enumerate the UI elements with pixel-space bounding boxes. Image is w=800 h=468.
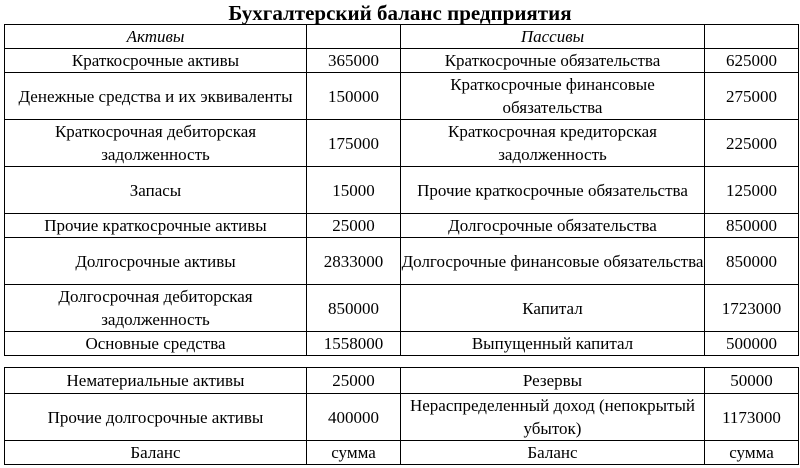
liability-name: Капитал [401, 285, 705, 332]
asset-total-value: сумма [307, 441, 401, 465]
table-row [5, 285, 799, 332]
liability-value: 500000 [705, 332, 799, 356]
asset-value: 150000 [307, 73, 401, 120]
liability-name: Краткосрочные обязательства [401, 49, 705, 73]
liability-value: 1723000 [705, 285, 799, 332]
asset-name: Краткосрочная дебиторская задолженность [5, 120, 307, 167]
balance-table-continued [4, 367, 799, 465]
asset-value: 2833000 [307, 238, 401, 285]
asset-value: 400000 [307, 394, 401, 441]
assets-header: Активы [5, 25, 307, 49]
table-row [5, 73, 799, 120]
table-row [5, 238, 799, 285]
liability-value: 1173000 [705, 394, 799, 441]
asset-value: 365000 [307, 49, 401, 73]
table-row [5, 332, 799, 356]
liability-value: 850000 [705, 238, 799, 285]
liability-name: Нераспределенный доход (непокрытый убыток) [401, 394, 705, 441]
asset-value: 25000 [307, 368, 401, 394]
asset-value: 175000 [307, 120, 401, 167]
liability-value: 275000 [705, 73, 799, 120]
asset-value: 25000 [307, 214, 401, 238]
asset-name: Прочие краткосрочные активы [5, 214, 307, 238]
liability-total-value: сумма [705, 441, 799, 465]
asset-name: Основные средства [5, 332, 307, 356]
assets-value-header [307, 25, 401, 49]
page-title: Бухгалтерский баланс предприятия [228, 1, 572, 25]
asset-value: 1558000 [307, 332, 401, 356]
liability-name: Долгосрочные финансовые обязательства [401, 238, 705, 285]
table-row [5, 167, 799, 214]
liabilities-header: Пассивы [401, 25, 705, 49]
table-row [5, 394, 799, 441]
liability-name: Долгосрочные обязательства [401, 214, 705, 238]
asset-name: Долгосрочные активы [5, 238, 307, 285]
liability-name: Прочие краткосрочные обязательства [401, 167, 705, 214]
asset-value: 15000 [307, 167, 401, 214]
asset-name: Прочие долгосрочные активы [5, 394, 307, 441]
table-header-row [5, 25, 799, 49]
asset-name: Нематериальные активы [5, 368, 307, 394]
asset-name: Денежные средства и их эквиваленты [5, 73, 307, 120]
asset-name: Долгосрочная дебиторская задолженность [5, 285, 307, 332]
liabilities-value-header [705, 25, 799, 49]
liability-value: 625000 [705, 49, 799, 73]
asset-name: Запасы [5, 167, 307, 214]
balance-table-main [4, 24, 799, 356]
liability-value: 225000 [705, 120, 799, 167]
liability-value: 50000 [705, 368, 799, 394]
asset-value: 850000 [307, 285, 401, 332]
liability-total-label: Баланс [401, 441, 705, 465]
table-total-row [5, 441, 799, 465]
table-row [5, 368, 799, 394]
liability-name: Выпущенный капитал [401, 332, 705, 356]
liability-value: 850000 [705, 214, 799, 238]
table-row [5, 49, 799, 73]
liability-value: 125000 [705, 167, 799, 214]
table-row [5, 214, 799, 238]
liability-name: Краткосрочная кредиторская задолженность [401, 120, 705, 167]
asset-name: Краткосрочные активы [5, 49, 307, 73]
liability-name: Краткосрочные финансовые обязательства [401, 73, 705, 120]
liability-name: Резервы [401, 368, 705, 394]
asset-total-label: Баланс [5, 441, 307, 465]
table-row [5, 120, 799, 167]
